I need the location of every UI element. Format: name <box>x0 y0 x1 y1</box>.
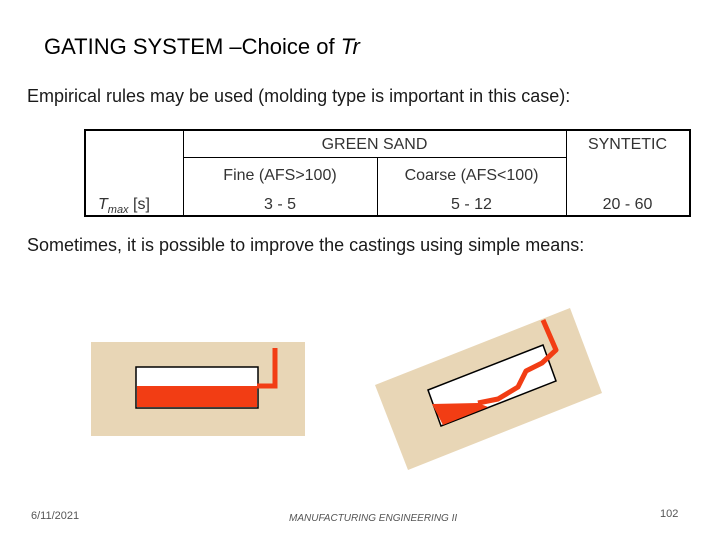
footer-course-name: MANUFACTURING ENGINEERING II <box>289 513 458 524</box>
tmax-unit: [s] <box>128 196 150 213</box>
footer-date: 6/11/2021 <box>31 510 80 522</box>
horizontal-mold-illustration <box>91 342 305 436</box>
cell-coarse-value: 5 - 12 <box>451 196 492 213</box>
header-green-sand: GREEN SAND <box>321 136 428 153</box>
pouring-time-table <box>84 129 691 217</box>
row-label-tmax <box>98 195 178 220</box>
followup-text: Sometimes, it is possible to improve the castings using simple means: <box>27 235 585 255</box>
footer-page-number: 102 <box>660 508 679 520</box>
header-coarse: Coarse (AFS<100) <box>404 167 539 184</box>
cell-syntetic-value: 20 - 60 <box>602 196 653 213</box>
molten-metal <box>137 386 257 407</box>
intro-text: Empirical rules may be used (molding type is important in this case): <box>27 86 571 106</box>
tmax-subscript: max <box>107 204 129 217</box>
tmax-symbol: T <box>98 196 108 213</box>
slide-title <box>44 34 360 60</box>
cell-fine-value: 3 - 5 <box>263 196 296 213</box>
slide-title-text: GATING SYSTEM –Choice of <box>44 34 341 59</box>
tilted-mold-illustration <box>370 305 610 470</box>
slide-title-italic: Tr <box>340 34 360 59</box>
header-fine: Fine (AFS>100) <box>223 167 337 184</box>
header-syntetic: SYNTETIC <box>587 136 668 153</box>
table-divider <box>183 157 566 158</box>
